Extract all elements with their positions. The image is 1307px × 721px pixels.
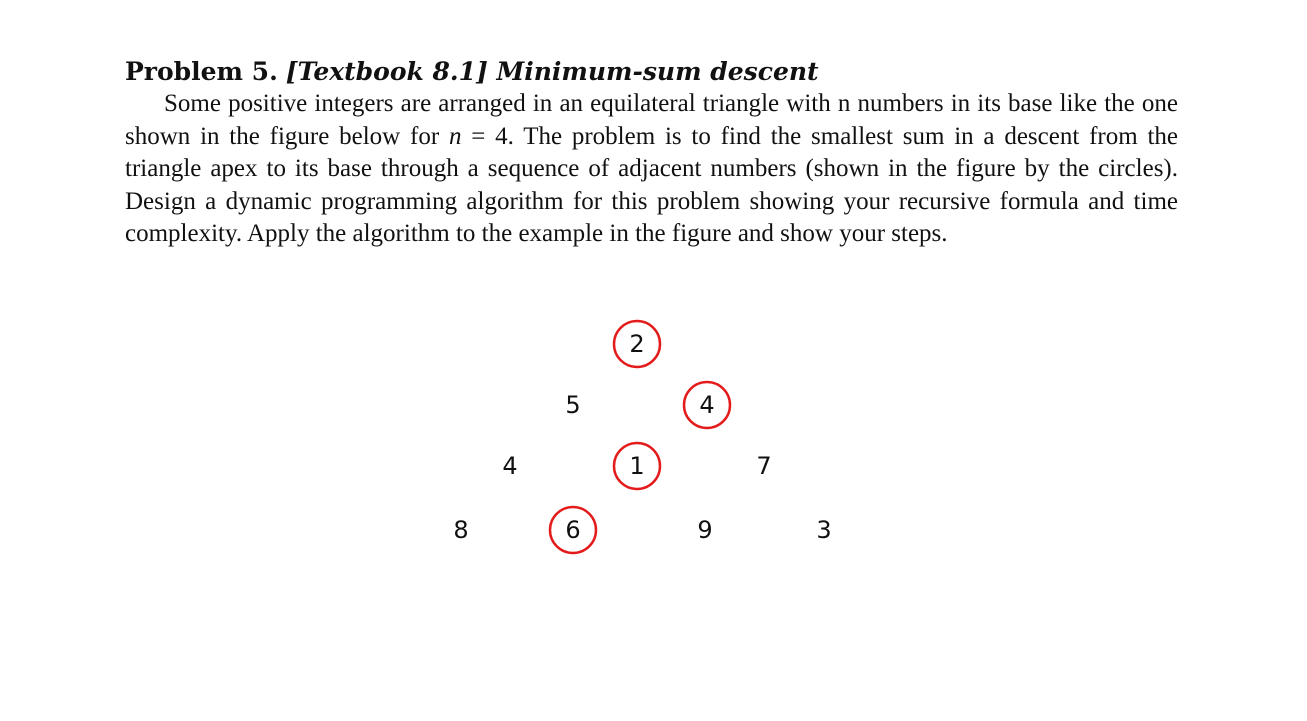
problem-body-part2: The problem is to find the smallest sum in a descent from the triangle apex to its base through a sequence of adjacent numbers (shown in the figure by the circles). Design a dynamic programming algorithm for this problem showing your recursive formula and time complexity. Apply the algorithm to the example in the figure and show your steps.	[125, 122, 1178, 247]
triangle-node	[697, 516, 712, 544]
triangle-number: 8	[453, 516, 469, 544]
triangle-node	[565, 391, 580, 419]
triangle-node	[502, 452, 517, 480]
triangle-node	[550, 507, 596, 553]
problem-label: Problem 5.	[125, 57, 278, 86]
triangle-node	[684, 382, 730, 428]
triangle-node	[816, 516, 831, 544]
triangle-number: 3	[816, 516, 832, 544]
problem-title: [Textbook 8.1] Minimum-sum descent	[285, 57, 819, 86]
math-variable: n	[448, 122, 462, 150]
triangle-number: 4	[502, 452, 518, 480]
triangle-node	[614, 321, 660, 367]
triangle-node	[453, 516, 468, 544]
triangle-number: 9	[697, 516, 713, 544]
triangle-number: 2	[629, 330, 645, 358]
triangle-node	[614, 443, 660, 489]
math-equation-rest: = 4.	[461, 122, 514, 150]
triangle-number: 1	[629, 452, 645, 480]
triangle-node	[756, 452, 771, 480]
triangle-number: 4	[699, 391, 715, 419]
triangle-number: 7	[756, 452, 772, 480]
triangle-number: 6	[565, 516, 581, 544]
triangle-number: 5	[565, 391, 581, 419]
problem-body-part1: Some positive integers are arranged in an equilateral triangle with n numbers in its base like the one shown in the figure below for	[125, 90, 1178, 150]
